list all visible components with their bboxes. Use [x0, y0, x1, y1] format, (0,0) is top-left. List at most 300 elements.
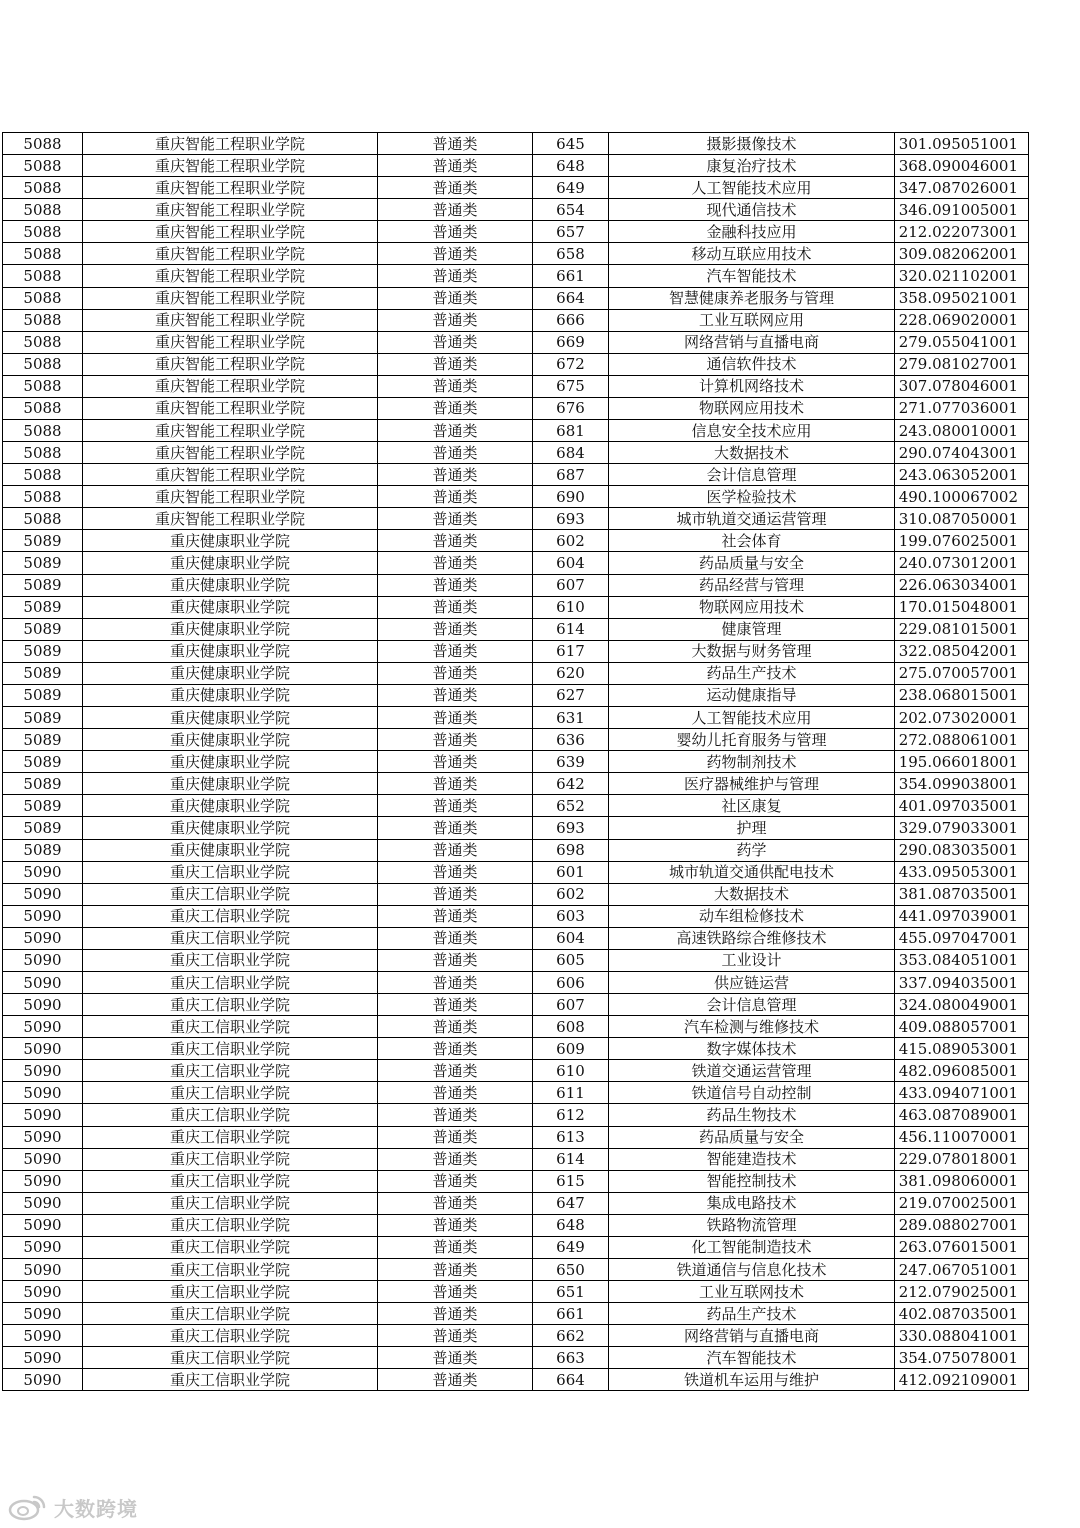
major-name-cell: 通信软件技术 [609, 353, 895, 375]
score-cell: 329.079033001 [895, 817, 1029, 839]
score-cell: 433.095053001 [895, 861, 1029, 883]
category-cell: 普通类 [378, 530, 533, 552]
major-name-cell: 动车组检修技术 [609, 905, 895, 927]
school-code-cell: 5088 [3, 331, 83, 353]
school-name-cell: 重庆智能工程职业学院 [83, 243, 378, 265]
major-name-cell: 城市轨道交通运营管理 [609, 508, 895, 530]
major-name-cell: 会计信息管理 [609, 994, 895, 1016]
category-cell: 普通类 [378, 817, 533, 839]
major-name-cell: 工业设计 [609, 949, 895, 971]
score-cell: 463.087089001 [895, 1104, 1029, 1126]
score-cell: 310.087050001 [895, 508, 1029, 530]
table-row [3, 1016, 1029, 1038]
school-name-cell: 重庆智能工程职业学院 [83, 221, 378, 243]
category-cell: 普通类 [378, 1170, 533, 1192]
table-row [3, 905, 1029, 927]
table-row [3, 442, 1029, 464]
major-name-cell: 婴幼儿托育服务与管理 [609, 729, 895, 751]
major-name-cell: 汽车智能技术 [609, 1347, 895, 1369]
major-name-cell: 工业互联网应用 [609, 309, 895, 331]
table-row [3, 353, 1029, 375]
table-row [3, 971, 1029, 993]
school-code-cell: 5088 [3, 353, 83, 375]
school-name-cell: 重庆工信职业学院 [83, 971, 378, 993]
school-code-cell: 5090 [3, 883, 83, 905]
category-cell: 普通类 [378, 552, 533, 574]
school-name-cell: 重庆健康职业学院 [83, 618, 378, 640]
score-cell: 199.076025001 [895, 530, 1029, 552]
major-code-cell: 650 [533, 1258, 609, 1280]
major-code-cell: 645 [533, 133, 609, 155]
table-row [3, 574, 1029, 596]
score-cell: 322.085042001 [895, 640, 1029, 662]
school-name-cell: 重庆智能工程职业学院 [83, 508, 378, 530]
category-cell: 普通类 [378, 1126, 533, 1148]
major-name-cell: 供应链运营 [609, 971, 895, 993]
major-name-cell: 大数据技术 [609, 442, 895, 464]
major-code-cell: 614 [533, 1148, 609, 1170]
score-cell: 330.088041001 [895, 1325, 1029, 1347]
major-code-cell: 611 [533, 1082, 609, 1104]
major-code-cell: 607 [533, 994, 609, 1016]
category-cell: 普通类 [378, 1325, 533, 1347]
major-code-cell: 604 [533, 552, 609, 574]
school-name-cell: 重庆工信职业学院 [83, 1281, 378, 1303]
school-name-cell: 重庆工信职业学院 [83, 1126, 378, 1148]
score-cell: 247.067051001 [895, 1258, 1029, 1280]
school-code-cell: 5089 [3, 839, 83, 861]
score-cell: 456.110070001 [895, 1126, 1029, 1148]
school-code-cell: 5090 [3, 1281, 83, 1303]
school-name-cell: 重庆智能工程职业学院 [83, 199, 378, 221]
table-row [3, 1104, 1029, 1126]
table-row [3, 177, 1029, 199]
major-code-cell: 661 [533, 1303, 609, 1325]
school-code-cell: 5090 [3, 905, 83, 927]
school-code-cell: 5090 [3, 927, 83, 949]
school-name-cell: 重庆智能工程职业学院 [83, 420, 378, 442]
major-name-cell: 摄影摄像技术 [609, 133, 895, 155]
major-code-cell: 602 [533, 530, 609, 552]
score-cell: 279.055041001 [895, 331, 1029, 353]
school-code-cell: 5090 [3, 1303, 83, 1325]
category-cell: 普通类 [378, 199, 533, 221]
school-code-cell: 5089 [3, 552, 83, 574]
score-cell: 455.097047001 [895, 927, 1029, 949]
category-cell: 普通类 [378, 1369, 533, 1391]
major-name-cell: 社会体育 [609, 530, 895, 552]
table-row [3, 1281, 1029, 1303]
category-cell: 普通类 [378, 1016, 533, 1038]
major-name-cell: 高速铁路综合维修技术 [609, 927, 895, 949]
major-name-cell: 网络营销与直播电商 [609, 331, 895, 353]
category-cell: 普通类 [378, 729, 533, 751]
table-row [3, 155, 1029, 177]
major-code-cell: 672 [533, 353, 609, 375]
major-name-cell: 铁道信号自动控制 [609, 1082, 895, 1104]
score-cell: 368.090046001 [895, 155, 1029, 177]
school-code-cell: 5088 [3, 309, 83, 331]
category-cell: 普通类 [378, 287, 533, 309]
category-cell: 普通类 [378, 883, 533, 905]
major-name-cell: 铁道交通运营管理 [609, 1060, 895, 1082]
score-cell: 272.088061001 [895, 729, 1029, 751]
table-row [3, 530, 1029, 552]
score-cell: 219.070025001 [895, 1192, 1029, 1214]
score-cell: 490.100067002 [895, 486, 1029, 508]
table-row [3, 883, 1029, 905]
school-code-cell: 5089 [3, 729, 83, 751]
school-code-cell: 5089 [3, 751, 83, 773]
school-name-cell: 重庆工信职业学院 [83, 1325, 378, 1347]
major-code-cell: 602 [533, 883, 609, 905]
major-code-cell: 613 [533, 1126, 609, 1148]
major-name-cell: 药品生产技术 [609, 662, 895, 684]
score-cell: 358.095021001 [895, 287, 1029, 309]
school-name-cell: 重庆工信职业学院 [83, 994, 378, 1016]
category-cell: 普通类 [378, 994, 533, 1016]
school-code-cell: 5090 [3, 1016, 83, 1038]
school-name-cell: 重庆工信职业学院 [83, 1148, 378, 1170]
major-name-cell: 健康管理 [609, 618, 895, 640]
major-name-cell: 会计信息管理 [609, 464, 895, 486]
table-row [3, 1303, 1029, 1325]
table-row [3, 199, 1029, 221]
score-cell: 228.069020001 [895, 309, 1029, 331]
score-cell: 346.091005001 [895, 199, 1029, 221]
major-name-cell: 网络营销与直播电商 [609, 1325, 895, 1347]
category-cell: 普通类 [378, 773, 533, 795]
school-code-cell: 5090 [3, 1082, 83, 1104]
school-name-cell: 重庆健康职业学院 [83, 530, 378, 552]
table-row [3, 618, 1029, 640]
table-row [3, 1038, 1029, 1060]
score-cell: 301.095051001 [895, 133, 1029, 155]
school-code-cell: 5088 [3, 155, 83, 177]
category-cell: 普通类 [378, 331, 533, 353]
major-name-cell: 人工智能技术应用 [609, 707, 895, 729]
score-cell: 353.084051001 [895, 949, 1029, 971]
major-code-cell: 662 [533, 1325, 609, 1347]
school-name-cell: 重庆工信职业学院 [83, 949, 378, 971]
school-code-cell: 5088 [3, 508, 83, 530]
school-name-cell: 重庆健康职业学院 [83, 751, 378, 773]
score-cell: 307.078046001 [895, 375, 1029, 397]
school-code-cell: 5088 [3, 287, 83, 309]
major-name-cell: 大数据与财务管理 [609, 640, 895, 662]
major-name-cell: 金融科技应用 [609, 221, 895, 243]
school-code-cell: 5090 [3, 1104, 83, 1126]
major-name-cell: 智能建造技术 [609, 1148, 895, 1170]
watermark [8, 1492, 138, 1522]
school-code-cell: 5088 [3, 221, 83, 243]
table-row [3, 994, 1029, 1016]
category-cell: 普通类 [378, 464, 533, 486]
category-cell: 普通类 [378, 971, 533, 993]
school-code-cell: 5090 [3, 861, 83, 883]
major-name-cell: 化工智能制造技术 [609, 1236, 895, 1258]
school-name-cell: 重庆智能工程职业学院 [83, 287, 378, 309]
school-name-cell: 重庆智能工程职业学院 [83, 177, 378, 199]
school-name-cell: 重庆健康职业学院 [83, 574, 378, 596]
school-code-cell: 5088 [3, 199, 83, 221]
major-code-cell: 639 [533, 751, 609, 773]
category-cell: 普通类 [378, 375, 533, 397]
major-code-cell: 654 [533, 199, 609, 221]
table-row [3, 1148, 1029, 1170]
school-name-cell: 重庆健康职业学院 [83, 839, 378, 861]
school-name-cell: 重庆工信职业学院 [83, 1258, 378, 1280]
major-code-cell: 664 [533, 1369, 609, 1391]
major-name-cell: 药品生产技术 [609, 1303, 895, 1325]
major-code-cell: 681 [533, 420, 609, 442]
major-code-cell: 627 [533, 684, 609, 706]
category-cell: 普通类 [378, 353, 533, 375]
score-cell: 170.015048001 [895, 596, 1029, 618]
school-name-cell: 重庆智能工程职业学院 [83, 309, 378, 331]
category-cell: 普通类 [378, 397, 533, 419]
category-cell: 普通类 [378, 640, 533, 662]
major-code-cell: 648 [533, 155, 609, 177]
table-row [3, 331, 1029, 353]
score-cell: 309.082062001 [895, 243, 1029, 265]
score-cell: 320.021102001 [895, 265, 1029, 287]
category-cell: 普通类 [378, 1303, 533, 1325]
category-cell: 普通类 [378, 751, 533, 773]
school-name-cell: 重庆智能工程职业学院 [83, 375, 378, 397]
major-name-cell: 运动健康指导 [609, 684, 895, 706]
school-code-cell: 5090 [3, 1038, 83, 1060]
major-code-cell: 615 [533, 1170, 609, 1192]
score-cell: 195.066018001 [895, 751, 1029, 773]
major-code-cell: 604 [533, 927, 609, 949]
school-name-cell: 重庆工信职业学院 [83, 861, 378, 883]
category-cell: 普通类 [378, 133, 533, 155]
major-name-cell: 铁道通信与信息化技术 [609, 1258, 895, 1280]
school-name-cell: 重庆工信职业学院 [83, 1038, 378, 1060]
school-name-cell: 重庆工信职业学院 [83, 1347, 378, 1369]
major-name-cell: 汽车检测与维修技术 [609, 1016, 895, 1038]
school-name-cell: 重庆健康职业学院 [83, 596, 378, 618]
major-code-cell: 609 [533, 1038, 609, 1060]
score-cell: 290.083035001 [895, 839, 1029, 861]
major-code-cell: 612 [533, 1104, 609, 1126]
major-code-cell: 610 [533, 1060, 609, 1082]
school-name-cell: 重庆工信职业学院 [83, 905, 378, 927]
major-code-cell: 631 [533, 707, 609, 729]
weibo-icon [8, 1493, 48, 1521]
major-name-cell: 药物制剂技术 [609, 751, 895, 773]
table-row [3, 662, 1029, 684]
table-row [3, 817, 1029, 839]
school-name-cell: 重庆工信职业学院 [83, 1236, 378, 1258]
school-code-cell: 5090 [3, 1126, 83, 1148]
score-cell: 289.088027001 [895, 1214, 1029, 1236]
score-cell: 229.081015001 [895, 618, 1029, 640]
school-name-cell: 重庆智能工程职业学院 [83, 353, 378, 375]
school-code-cell: 5089 [3, 596, 83, 618]
score-cell: 381.087035001 [895, 883, 1029, 905]
major-code-cell: 658 [533, 243, 609, 265]
school-name-cell: 重庆健康职业学院 [83, 662, 378, 684]
table-row [3, 949, 1029, 971]
major-code-cell: 648 [533, 1214, 609, 1236]
table-row [3, 221, 1029, 243]
score-cell: 412.092109001 [895, 1369, 1029, 1391]
score-cell: 275.070057001 [895, 662, 1029, 684]
category-cell: 普通类 [378, 1148, 533, 1170]
category-cell: 普通类 [378, 795, 533, 817]
score-cell: 271.077036001 [895, 397, 1029, 419]
table-row [3, 309, 1029, 331]
school-name-cell: 重庆工信职业学院 [83, 1303, 378, 1325]
table-row [3, 552, 1029, 574]
school-name-cell: 重庆工信职业学院 [83, 1214, 378, 1236]
category-cell: 普通类 [378, 1258, 533, 1280]
school-code-cell: 5090 [3, 1325, 83, 1347]
major-code-cell: 606 [533, 971, 609, 993]
school-name-cell: 重庆工信职业学院 [83, 1192, 378, 1214]
major-name-cell: 药品质量与安全 [609, 1126, 895, 1148]
school-name-cell: 重庆健康职业学院 [83, 729, 378, 751]
category-cell: 普通类 [378, 309, 533, 331]
major-code-cell: 661 [533, 265, 609, 287]
major-code-cell: 605 [533, 949, 609, 971]
school-code-cell: 5089 [3, 618, 83, 640]
score-cell: 402.087035001 [895, 1303, 1029, 1325]
score-cell: 238.068015001 [895, 684, 1029, 706]
major-code-cell: 669 [533, 331, 609, 353]
major-code-cell: 693 [533, 508, 609, 530]
category-cell: 普通类 [378, 1082, 533, 1104]
table-row [3, 133, 1029, 155]
school-code-cell: 5090 [3, 1258, 83, 1280]
school-code-cell: 5089 [3, 773, 83, 795]
table-row [3, 1170, 1029, 1192]
score-cell: 354.099038001 [895, 773, 1029, 795]
table-row [3, 1236, 1029, 1258]
table-row [3, 1347, 1029, 1369]
table-row [3, 751, 1029, 773]
table-row [3, 729, 1029, 751]
school-code-cell: 5088 [3, 243, 83, 265]
table-row [3, 265, 1029, 287]
category-cell: 普通类 [378, 155, 533, 177]
score-cell: 229.078018001 [895, 1148, 1029, 1170]
category-cell: 普通类 [378, 1236, 533, 1258]
category-cell: 普通类 [378, 839, 533, 861]
table-row [3, 464, 1029, 486]
school-name-cell: 重庆工信职业学院 [83, 927, 378, 949]
major-code-cell: 663 [533, 1347, 609, 1369]
major-code-cell: 698 [533, 839, 609, 861]
school-code-cell: 5088 [3, 486, 83, 508]
table-row [3, 1126, 1029, 1148]
category-cell: 普通类 [378, 707, 533, 729]
score-cell: 347.087026001 [895, 177, 1029, 199]
school-name-cell: 重庆智能工程职业学院 [83, 464, 378, 486]
score-cell: 324.080049001 [895, 994, 1029, 1016]
school-name-cell: 重庆健康职业学院 [83, 817, 378, 839]
score-cell: 240.073012001 [895, 552, 1029, 574]
category-cell: 普通类 [378, 927, 533, 949]
major-name-cell: 现代通信技术 [609, 199, 895, 221]
category-cell: 普通类 [378, 420, 533, 442]
category-cell: 普通类 [378, 508, 533, 530]
major-name-cell: 药品生物技术 [609, 1104, 895, 1126]
major-code-cell: 676 [533, 397, 609, 419]
category-cell: 普通类 [378, 905, 533, 927]
major-code-cell: 675 [533, 375, 609, 397]
table-row [3, 486, 1029, 508]
table-row [3, 596, 1029, 618]
major-code-cell: 666 [533, 309, 609, 331]
major-name-cell: 社区康复 [609, 795, 895, 817]
table-row [3, 1082, 1029, 1104]
school-code-cell: 5088 [3, 375, 83, 397]
major-name-cell: 人工智能技术应用 [609, 177, 895, 199]
school-name-cell: 重庆工信职业学院 [83, 1369, 378, 1391]
school-code-cell: 5088 [3, 442, 83, 464]
major-name-cell: 工业互联网技术 [609, 1281, 895, 1303]
category-cell: 普通类 [378, 949, 533, 971]
score-cell: 409.088057001 [895, 1016, 1029, 1038]
table-row [3, 1060, 1029, 1082]
category-cell: 普通类 [378, 1281, 533, 1303]
school-name-cell: 重庆工信职业学院 [83, 1060, 378, 1082]
school-name-cell: 重庆工信职业学院 [83, 883, 378, 905]
major-code-cell: 608 [533, 1016, 609, 1038]
table-row [3, 243, 1029, 265]
watermark-text: 大数跨境 [54, 1496, 138, 1521]
category-cell: 普通类 [378, 1192, 533, 1214]
school-code-cell: 5089 [3, 795, 83, 817]
school-name-cell: 重庆健康职业学院 [83, 707, 378, 729]
major-name-cell: 医疗器械维护与管理 [609, 773, 895, 795]
category-cell: 普通类 [378, 684, 533, 706]
score-cell: 212.022073001 [895, 221, 1029, 243]
major-code-cell: 620 [533, 662, 609, 684]
school-code-cell: 5089 [3, 574, 83, 596]
table-row [3, 927, 1029, 949]
school-code-cell: 5090 [3, 1060, 83, 1082]
score-cell: 381.098060001 [895, 1170, 1029, 1192]
major-name-cell: 集成电路技术 [609, 1192, 895, 1214]
table-row [3, 508, 1029, 530]
major-code-cell: 647 [533, 1192, 609, 1214]
table-row [3, 287, 1029, 309]
school-code-cell: 5088 [3, 265, 83, 287]
major-code-cell: 693 [533, 817, 609, 839]
table-row [3, 1192, 1029, 1214]
school-code-cell: 5090 [3, 1192, 83, 1214]
category-cell: 普通类 [378, 1060, 533, 1082]
table-row [3, 795, 1029, 817]
major-code-cell: 687 [533, 464, 609, 486]
school-name-cell: 重庆健康职业学院 [83, 773, 378, 795]
school-code-cell: 5090 [3, 1214, 83, 1236]
category-cell: 普通类 [378, 596, 533, 618]
major-code-cell: 614 [533, 618, 609, 640]
major-name-cell: 数字媒体技术 [609, 1038, 895, 1060]
score-cell: 337.094035001 [895, 971, 1029, 993]
major-name-cell: 物联网应用技术 [609, 596, 895, 618]
major-code-cell: 603 [533, 905, 609, 927]
major-code-cell: 642 [533, 773, 609, 795]
category-cell: 普通类 [378, 861, 533, 883]
category-cell: 普通类 [378, 442, 533, 464]
school-code-cell: 5089 [3, 530, 83, 552]
